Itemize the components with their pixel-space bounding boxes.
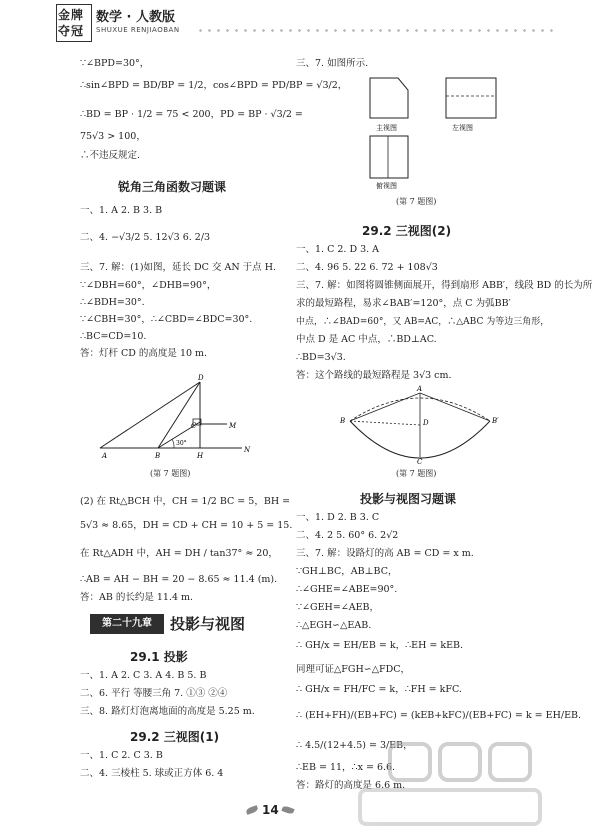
left-line: 三、7. 解：(1)如图，延长 DC 交 AN 于点 H. bbox=[80, 262, 277, 273]
right-line: ∴BD=3√3. bbox=[296, 352, 346, 363]
label-b: B bbox=[340, 417, 346, 425]
label-left-view: 左视图 bbox=[452, 124, 473, 132]
figure-caption: (第 7 题图) bbox=[396, 469, 437, 478]
left-line: ∵∠CBH=30°，∴∠CBD=∠BDC=30°. bbox=[80, 314, 253, 325]
left-line: 在 Rt△ADH 中，AH = DH / tan37° ≈ 20， bbox=[80, 548, 278, 559]
label-a: A bbox=[417, 385, 423, 393]
right-line: 二、4. 2 5. 60° 6. 2√2 bbox=[296, 530, 399, 541]
section-title: 29.2 三视图(1) bbox=[130, 730, 220, 744]
left-line: 5√3 ≈ 8.65，DH = CD + CH = 10 + 5 = 15. bbox=[80, 520, 293, 531]
label-b: B bbox=[155, 452, 161, 460]
chapter-badge: 第二十九章 bbox=[90, 614, 164, 634]
right-line: 一、1. C 2. D 3. A bbox=[296, 244, 380, 255]
logo-line2: 夺冠 bbox=[58, 24, 85, 38]
book-title: 数学 · 人教版 bbox=[96, 10, 175, 25]
right-line: ∴ GH/x = FH/FC = k，∴FH = kFC. bbox=[296, 684, 462, 695]
right-line: ∴△EGH∽△EAB. bbox=[296, 620, 372, 631]
leaf-ornament-right bbox=[281, 805, 294, 815]
right-line: 三、7. 解：如图将圆锥侧面展开，得到扇形 ABB′，线段 BD 的长为所 bbox=[296, 280, 592, 291]
figure-caption: (第 7 题图) bbox=[396, 197, 437, 206]
page-number: 14 bbox=[262, 803, 279, 817]
section-title: 29.1 投影 bbox=[130, 650, 188, 664]
right-line: 答：路灯的高度是 6.6 m. bbox=[296, 780, 406, 791]
right-line: 三、7. 如图所示. bbox=[296, 58, 369, 69]
left-line: ∴sin∠BPD = BD/BP = 1/2，cos∠BPD = PD/BP = √3/2， bbox=[80, 80, 348, 91]
left-line: 一、1. C 2. C 3. B bbox=[80, 750, 163, 761]
left-line: ∴∠BDH=30°. bbox=[80, 297, 145, 308]
left-line: 二、4. −√3/2 5. 12√3 6. 2/3 bbox=[80, 232, 211, 243]
label-c: C bbox=[417, 458, 423, 466]
left-line: 二、4. 三棱柱 5. 球或正方体 6. 4 bbox=[80, 768, 224, 779]
right-line: 中点 D 是 AC 中点，∴BD⊥AC. bbox=[296, 334, 437, 345]
leaf-ornament-left bbox=[245, 805, 258, 815]
section-title: 锐角三角函数习题课 bbox=[118, 180, 227, 194]
figure-sector bbox=[340, 385, 500, 465]
right-line: 求的最短路程，易求∠BAB′=120°，点 C 为弧BB′ bbox=[296, 298, 511, 309]
left-line: ∵∠DBH=60°，∠DHB=90°， bbox=[80, 280, 217, 291]
chapter-name: 投影与视图 bbox=[170, 615, 246, 633]
left-line: ∴AB = AH − BH = 20 − 8.65 ≈ 11.4 (m). bbox=[80, 574, 278, 585]
right-line: 同理可证△FGH∽△FDC， bbox=[296, 664, 411, 675]
left-line: ∵∠BPD=30°， bbox=[80, 58, 150, 69]
label-front-view: 主视图 bbox=[376, 124, 397, 132]
label-a: A bbox=[102, 452, 108, 460]
logo-line1: 金牌 bbox=[58, 8, 85, 22]
left-line: 75√3 > 100， bbox=[80, 131, 146, 142]
label-m: M bbox=[229, 422, 237, 430]
left-line: 三、8. 路灯灯泡离地面的高度是 5.25 m. bbox=[80, 706, 255, 717]
header-dot-pattern bbox=[196, 26, 556, 36]
right-line: 三、7. 解：设路灯的高 AB = CD = x m. bbox=[296, 548, 474, 559]
figure-caption: (第 7 题图) bbox=[150, 469, 191, 478]
left-line: 答：灯杆 CD 的高度是 10 m. bbox=[80, 348, 208, 359]
section-title: 29.2 三视图(2) bbox=[362, 224, 452, 238]
label-d: D bbox=[423, 419, 429, 427]
right-line: ∴EB = 11，∴x = 6.6. bbox=[296, 762, 396, 773]
left-line: 一、1. A 2. C 3. A 4. B 5. B bbox=[80, 670, 207, 681]
left-line: ∴BC=CD=10. bbox=[80, 331, 147, 342]
chapter-heading bbox=[90, 613, 268, 635]
book-subtitle: SHUXUE RENJIAOBAN bbox=[96, 26, 180, 34]
right-line: ∴ GH/x = EH/EB = k，∴EH = kEB. bbox=[296, 640, 464, 651]
figure-three-views bbox=[350, 72, 520, 202]
label-h: H bbox=[197, 452, 204, 460]
watermark-logo bbox=[300, 740, 550, 830]
right-line: ∴∠GHE=∠ABE=90°. bbox=[296, 584, 398, 595]
section-title: 投影与视图习题课 bbox=[360, 492, 457, 506]
right-line: 中点，∴∠BAD=60°，又 AB=AC，∴△ABC 为等边三角形， bbox=[296, 317, 550, 327]
right-line: 一、1. D 2. B 3. C bbox=[296, 512, 380, 523]
left-line: (2) 在 Rt△BCH 中，CH = 1/2 BC = 5，BH = bbox=[80, 496, 291, 507]
left-line: ∴不违反规定. bbox=[80, 150, 141, 161]
right-line: ∴ (EH+FH)/(EB+FC) = (kEB+kFC)/(EB+FC) = k = EH/EB. bbox=[296, 710, 582, 721]
left-line: ∴BD = BP · 1/2 = 75 < 200，PD = BP · √3/2 = bbox=[80, 109, 303, 120]
label-d: D bbox=[198, 374, 204, 382]
label-c: C bbox=[191, 422, 197, 430]
right-line: ∵∠GEH=∠AEB， bbox=[296, 602, 380, 613]
label-angle: 30° bbox=[176, 440, 187, 447]
label-n: N bbox=[244, 446, 251, 454]
right-line: 二、4. 96 5. 22 6. 72 + 108√3 bbox=[296, 262, 438, 273]
label-b-prime: B′ bbox=[492, 417, 499, 425]
left-line: 一、1. A 2. B 3. B bbox=[80, 205, 163, 216]
label-top-view: 俯视图 bbox=[376, 182, 397, 190]
left-line: 二、6. 平行 等腰三角 7. ①③ ②④ bbox=[80, 688, 228, 699]
right-line: ∵GH⊥BC，AB⊥BC， bbox=[296, 566, 398, 577]
right-line: ∴ 4.5/(12+4.5) = 3/EB， bbox=[296, 740, 413, 751]
left-line: 答：AB 的长约是 11.4 m. bbox=[80, 592, 194, 603]
right-line: 答：这个路线的最短路程是 3√3 cm. bbox=[296, 370, 452, 381]
figure-light-pole bbox=[92, 372, 252, 464]
